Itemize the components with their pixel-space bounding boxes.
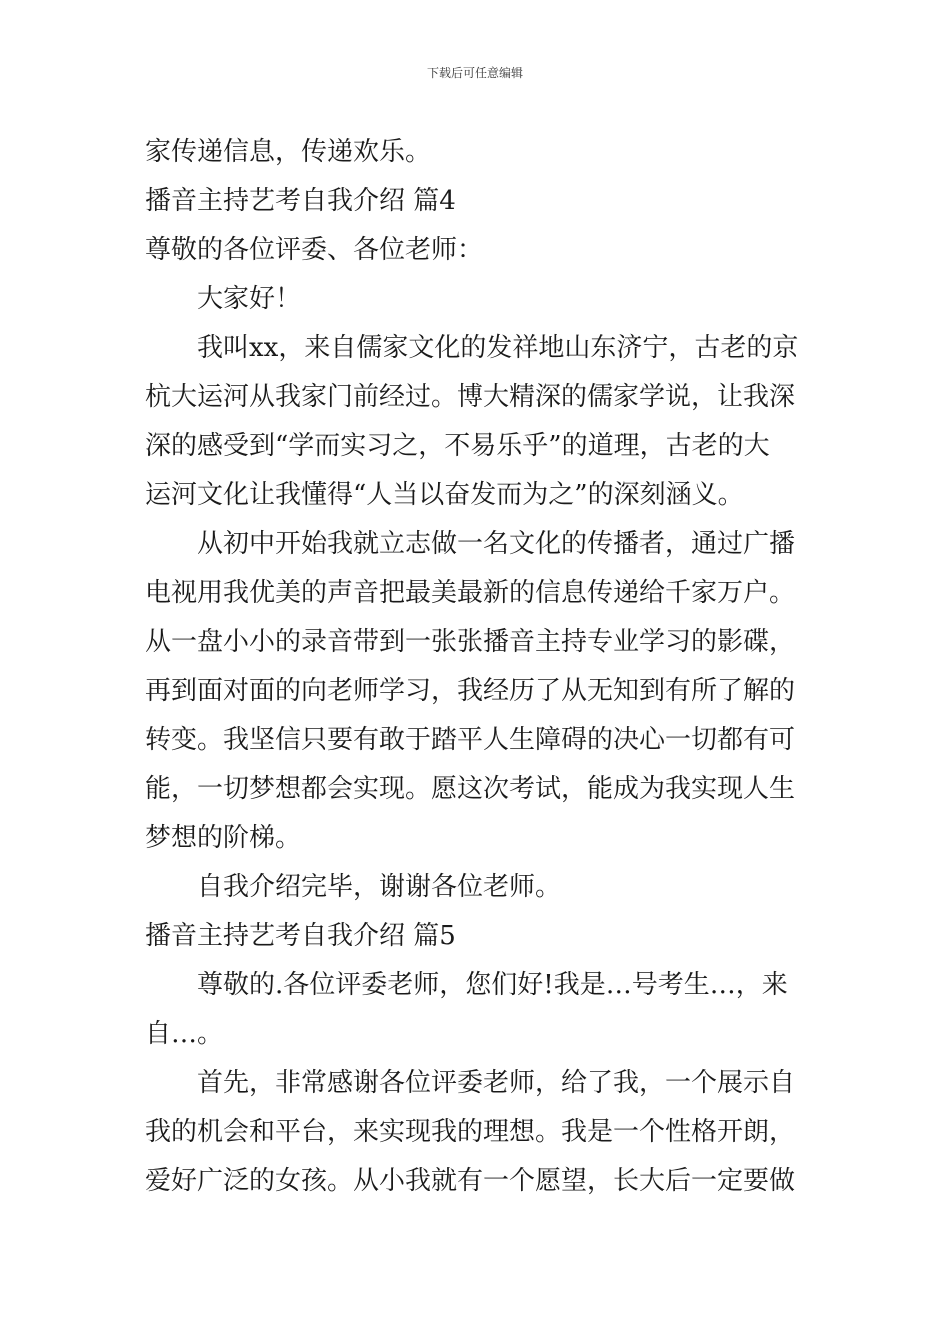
text-line: 我叫xx，来自儒家文化的发祥地山东济宁，古老的京	[197, 333, 799, 363]
text-line: 爱好广泛的女孩。从小我就有一个愿望，长大后一定要做	[145, 1166, 796, 1196]
text-line: 尊敬的.各位评委老师，您们好!我是…号考生…，来	[197, 970, 788, 1000]
page-header: 下载后可任意编辑	[426, 66, 523, 80]
text-line: 再到面对面的向老师学习，我经历了从无知到有所了解的	[145, 676, 796, 706]
text-line: 大家好！	[197, 284, 302, 314]
text-line: 深的感受到“学而实习之，不易乐乎”的道理，古老的大	[145, 431, 770, 461]
text-line: 杭大运河从我家门前经过。博大精深的儒家学说，让我深	[145, 382, 796, 412]
text-line: 自我介绍完毕，谢谢各位老师。	[197, 872, 562, 902]
text-line: 家传递信息，传递欢乐。	[145, 137, 432, 167]
text-line: 运河文化让我懂得“人当以奋发而为之”的深刻涵义。	[145, 480, 744, 510]
text-line: 转变。我坚信只要有敢于踏平人生障碍的决心一切都有可	[145, 725, 796, 755]
text-line: 电视用我优美的声音把最美最新的信息传递给千家万户。	[145, 578, 796, 608]
text-line: 从一盘小小的录音带到一张张播音主持专业学习的影碟，	[145, 627, 796, 657]
text-line: 能，一切梦想都会实现。愿这次考试，能成为我实现人生	[145, 774, 796, 804]
section-title: 播音主持艺考自我介绍 篇4	[145, 186, 456, 216]
document-body	[145, 128, 810, 1206]
text-line: 首先，非常感谢各位评委老师，给了我，一个展示自	[197, 1068, 796, 1098]
text-line: 自…。	[145, 1019, 224, 1049]
text-line: 梦想的阶梯。	[145, 823, 302, 853]
text-line: 从初中开始我就立志做一名文化的传播者，通过广播	[197, 529, 796, 559]
text-line: 我的机会和平台，来实现我的理想。我是一个性格开朗，	[145, 1117, 796, 1147]
text-line: 尊敬的各位评委、各位老师：	[145, 235, 484, 265]
section-title: 播音主持艺考自我介绍 篇5	[145, 921, 456, 951]
